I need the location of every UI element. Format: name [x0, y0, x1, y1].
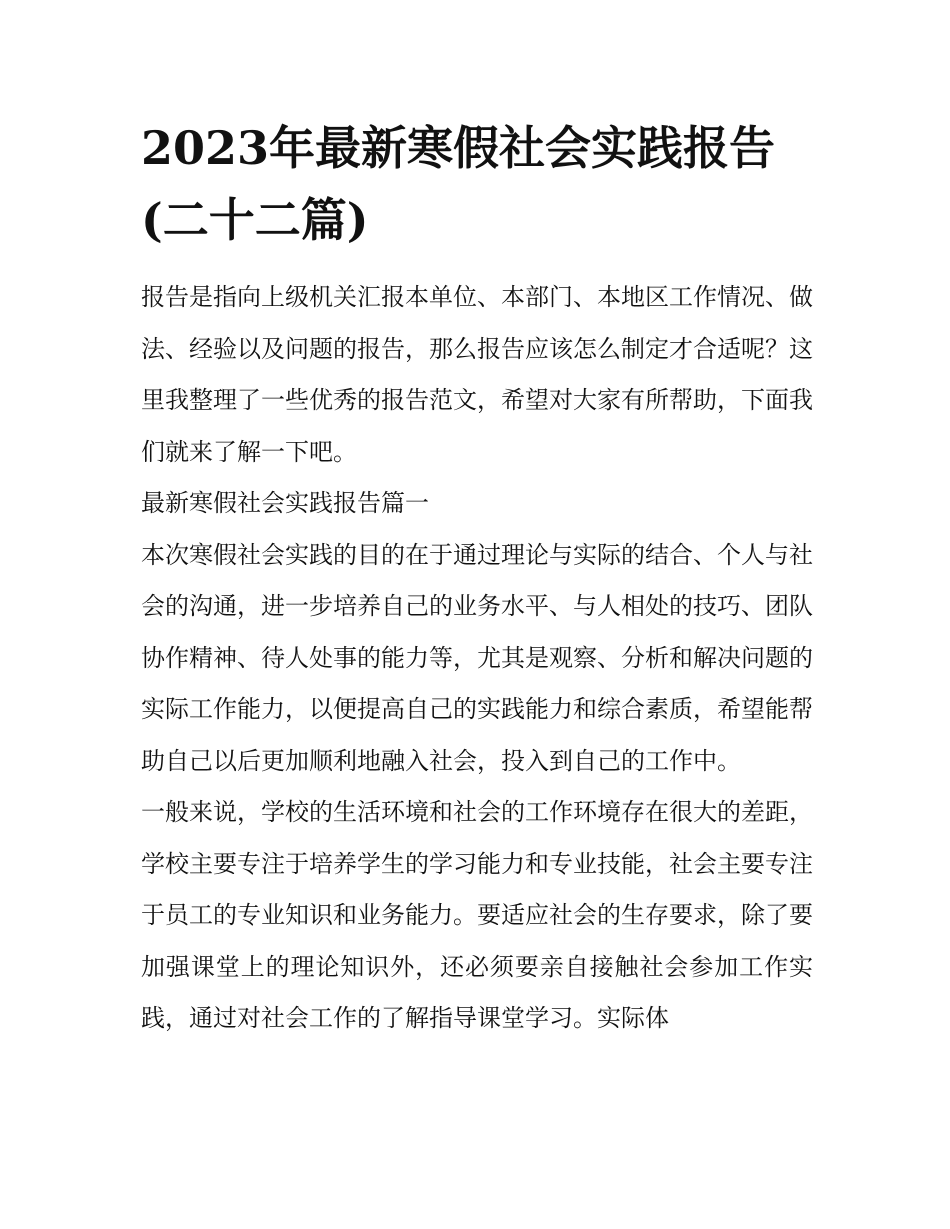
- intro-paragraph: 报告是指向上级机关汇报本单位、本部门、本地区工作情况、做法、经验以及问题的报告，那么报告应该怎么制定才合适呢？这里我整理了一些优秀的报告范文，希望对大家有所帮助，下面我们就来了解一下吧。: [141, 283, 813, 466]
- document-body: [141, 112, 813, 1045]
- document-title: 2023年最新寒假社会实践报告(二十二篇): [141, 121, 776, 247]
- section-heading: 最新寒假社会实践报告篇一: [141, 489, 429, 517]
- body-paragraph-purpose: 本次寒假社会实践的目的在于通过理论与实际的结合、个人与社会的沟通，进一步培养自己的业务水平、与人相处的技巧、团队协作精神、待人处事的能力等，尤其是观察、分析和解决问题的实际工作能力，以便提高自己的实践能力和综合素质，希望能帮助自己以后更加顺利地融入社会，投入到自己的工作中。: [141, 540, 813, 775]
- body-paragraph-environment: 一般来说，学校的生活环境和社会的工作环境存在很大的差距，学校主要专注于培养学生的学习能力和专业技能，社会主要专注于员工的专业知识和业务能力。要适应社会的生存要求，除了要加强课堂上的理论知识外，还必须要亲自接触社会参加工作实践，通过对社会工作的了解指导课堂学习。实际体: [141, 798, 813, 1032]
